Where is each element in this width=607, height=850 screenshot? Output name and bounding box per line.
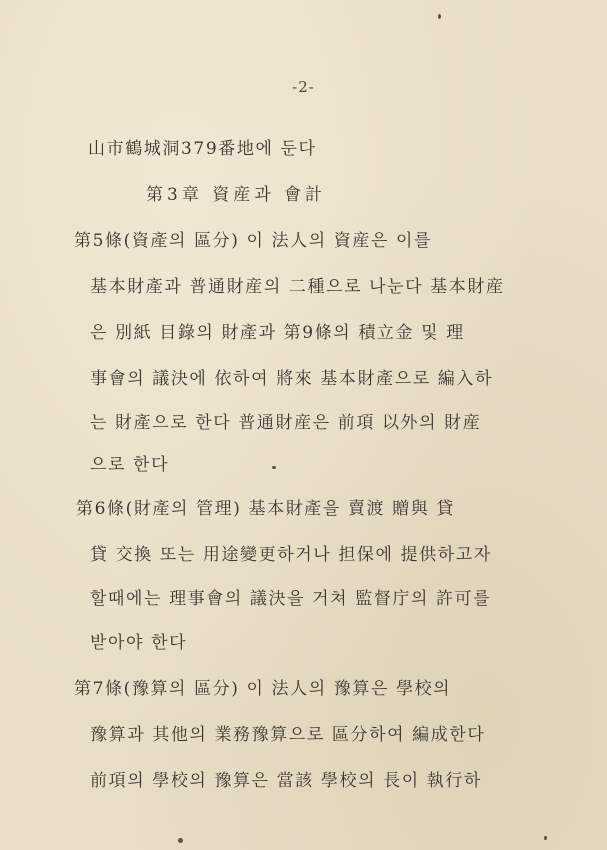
ink-speck — [544, 836, 547, 840]
text-line: 貸 交換 또는 用途變更하거나 担保에 提供하고자 — [90, 545, 492, 565]
text-line: 받아야 한다 — [90, 633, 188, 653]
ink-speck — [438, 14, 441, 19]
text-line: 山市鶴城洞379番地에 둔다 — [88, 139, 317, 159]
text-line: 事會의 議決에 依하여 將來 基本財產으로 編入하 — [90, 369, 493, 389]
article-6-title: 第6條(財產의 管理) 基本財產을 賣渡 贈與 貸 — [76, 499, 455, 519]
text-line: 는 財產으로 한다 普通財産은 前項 以外의 財産 — [90, 413, 482, 433]
article-5-title: 第5條(資產의 區分) 이 法人의 資産은 이를 — [74, 231, 433, 251]
ink-speck — [272, 466, 276, 469]
text-line: 할때에는 理事會의 議決을 거쳐 監督庁의 許可를 — [90, 589, 492, 609]
text-line: 은 別紙 目錄의 財產과 第9條의 積立金 및 理 — [90, 323, 465, 343]
chapter-heading: 第3章 資産과 會計 — [146, 185, 327, 205]
text-line: 으로 한다 — [90, 455, 170, 475]
text-line: 前項의 學校의 豫算은 當該 學校의 長이 執行하 — [90, 771, 482, 791]
ink-speck — [178, 838, 183, 843]
article-7-title: 第7條(豫算의 區分) 이 法人의 豫算은 學校의 — [74, 679, 452, 699]
text-line: 豫算과 其他의 業務豫算으로 區分하여 編成한다 — [90, 725, 486, 745]
page-number: -2- — [292, 78, 315, 96]
text-line: 基本財產과 普通財産의 二種으로 나눈다 基本財産 — [90, 277, 505, 297]
